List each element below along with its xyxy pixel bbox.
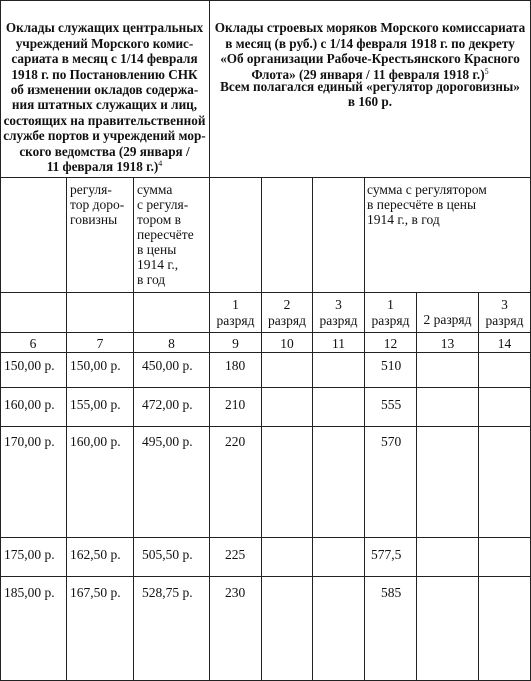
- grade-cell: 3 разряд: [319, 297, 358, 328]
- table-row-sum: 472,00 р.: [142, 397, 193, 412]
- table-row-regulator: 162,50 р.: [70, 547, 121, 562]
- column-number: 12: [383, 336, 398, 351]
- table-row-sum1: 570: [381, 434, 402, 449]
- grade-cell: 2 разряд: [268, 297, 306, 328]
- table-row-sum: 450,00 р.: [142, 358, 193, 373]
- right-header-footnote: 5: [484, 66, 489, 76]
- table-row-salary: 160,00 р.: [4, 397, 55, 412]
- column-number: 14: [497, 336, 512, 351]
- left-header-title: [2, 5, 207, 174]
- subheader-sum-regulator-1914: сумма с регулятором в пересчёте в цены 1914 г., в год: [367, 182, 487, 227]
- column-number: 10: [280, 336, 294, 351]
- column-number: 13: [440, 336, 455, 351]
- subheader-sum-1914: сумма с регуля- тором в пересчёте в цены 1914 г., в год: [137, 182, 194, 287]
- column-number: 11: [332, 336, 345, 351]
- column-number: 9: [232, 336, 239, 351]
- table-row-salary: 170,00 р.: [4, 434, 55, 449]
- column-number: 7: [96, 336, 104, 351]
- table-row-sum1: 577,5: [371, 547, 402, 562]
- table-row-sum: 505,50 р.: [142, 547, 193, 562]
- right-header-text: Оклады строевых моряков Морского комиссариата в месяц (в руб.) с 1/14 февраля 1918 г. по декрету «Об организации Рабоче-Крестьянского Красного Флота» (29 января / 11 февраля 1918 г.): [214, 20, 526, 82]
- subheader-regulator: регуля- тор доро- говизны: [70, 182, 125, 227]
- table-row-regulator: 155,00 р.: [70, 397, 121, 412]
- table-row-grade1: 180: [225, 358, 246, 373]
- column-number: 8: [168, 336, 175, 351]
- grade-cell: 1 разряд: [371, 297, 410, 328]
- column-number: 6: [29, 336, 37, 351]
- table-row-regulator: 150,00 р.: [70, 358, 121, 373]
- table-row-regulator: 167,50 р.: [70, 585, 121, 600]
- left-header-text: Оклады служащих центральных учреждений Морского комис- сариата в месяц с 1/14 февраля 1918 г. по Постановлению СНК об изменении окладов содержа- ния штатных служащих и лиц, состоящих на правительственной службе портов и учреждений мор- ского ведомства (29 января / 11 февраля 1918 г.): [3, 20, 206, 175]
- table-row-salary: 185,00 р.: [4, 585, 55, 600]
- table-row-grade1: 230: [225, 585, 246, 600]
- grade-cell: 3 разряд: [485, 297, 524, 328]
- grade-cell: 1 разряд: [216, 297, 255, 328]
- table-row-sum1: 510: [381, 358, 402, 373]
- right-header-note: Всем полагался единый «регулятор дороговизны» в 160 р.: [220, 79, 520, 110]
- table-row-regulator: 160,00 р.: [70, 434, 121, 449]
- table-row-sum1: 555: [381, 397, 402, 412]
- grade-cell: 2 разряд: [423, 312, 472, 327]
- table-row-sum: 495,00 р.: [142, 434, 193, 449]
- table-row-grade1: 220: [225, 434, 246, 449]
- table-row-salary: 175,00 р.: [4, 547, 55, 562]
- left-header-footnote: 4: [158, 159, 163, 169]
- table-row-sum1: 585: [381, 585, 402, 600]
- table-row-grade1: 210: [225, 397, 246, 412]
- right-header-title: [212, 5, 528, 82]
- table-row-grade1: 225: [225, 547, 246, 562]
- table-row-salary: 150,00 р.: [4, 358, 55, 373]
- table-row-sum: 528,75 р.: [142, 585, 193, 600]
